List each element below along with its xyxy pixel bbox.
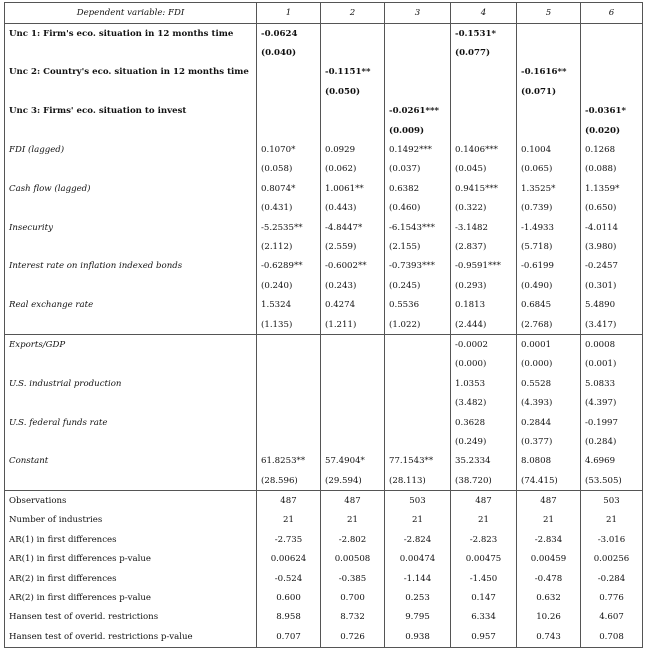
se-cell: (3.980) (581, 237, 643, 256)
coef-cell: 0.2844 (517, 413, 581, 432)
se-cell (321, 432, 385, 451)
coef-cell (517, 102, 581, 121)
coef-cell: 1.3525* (517, 179, 581, 198)
se-row (5, 471, 643, 491)
column-header-5: 5 (517, 3, 581, 24)
coef-cell (385, 24, 451, 44)
se-cell (257, 82, 321, 101)
coef-cell: 5.0833 (581, 374, 643, 393)
se-cell: (0.460) (385, 199, 451, 218)
stat-label: Hansen test of overid. restrictions p-value (5, 627, 257, 647)
se-cell: (29.594) (321, 471, 385, 491)
stat-cell: 0.00508 (321, 550, 385, 569)
coef-cell: -0.0261*** (385, 102, 451, 121)
coef-cell: -3.1482 (451, 218, 517, 237)
coef-cell: -0.0002 (451, 335, 517, 355)
coef-cell: -0.6002** (321, 257, 385, 276)
se-cell: (28.113) (385, 471, 451, 491)
variable-label-spacer (5, 315, 257, 335)
variable-label: Unc 1: Firm's eco. situation in 12 months time (5, 24, 257, 44)
coef-cell: 0.1813 (451, 295, 517, 314)
stat-cell: 8.732 (321, 608, 385, 627)
column-header-4: 4 (451, 3, 517, 24)
variable-label: Insecurity (5, 218, 257, 237)
coef-row (5, 218, 643, 237)
coef-row (5, 63, 643, 82)
variable-label-spacer (5, 276, 257, 295)
stat-cell: -3.016 (581, 530, 643, 549)
coef-cell (581, 24, 643, 44)
se-cell (517, 43, 581, 62)
coef-cell: 0.1004 (517, 140, 581, 159)
variable-label-spacer (5, 471, 257, 491)
se-cell: (0.000) (451, 355, 517, 374)
se-cell (385, 82, 451, 101)
coef-cell: -0.0361* (581, 102, 643, 121)
coef-cell: 0.5536 (385, 295, 451, 314)
stat-cell: 21 (385, 511, 451, 530)
coef-cell: 61.8253** (257, 452, 321, 471)
coef-cell (385, 413, 451, 432)
stat-row (5, 530, 643, 549)
coef-cell: 1.0353 (451, 374, 517, 393)
stat-cell: 487 (321, 491, 385, 511)
stat-cell: 21 (451, 511, 517, 530)
coef-cell: 0.4274 (321, 295, 385, 314)
coef-cell (321, 335, 385, 355)
se-cell: (0.050) (321, 82, 385, 101)
stat-cell: 0.00474 (385, 550, 451, 569)
stat-row (5, 550, 643, 569)
stat-cell: -2.802 (321, 530, 385, 549)
stat-row (5, 627, 643, 647)
se-cell: (3.482) (451, 393, 517, 412)
coef-row (5, 179, 643, 198)
coef-cell: 35.2334 (451, 452, 517, 471)
se-cell: (0.245) (385, 276, 451, 295)
coef-row (5, 24, 643, 44)
se-cell: (0.009) (385, 121, 451, 140)
stat-cell: 9.795 (385, 608, 451, 627)
coef-row (5, 102, 643, 121)
stat-cell: 0.776 (581, 588, 643, 607)
stat-label: Number of industries (5, 511, 257, 530)
stat-row (5, 511, 643, 530)
stat-label: Observations (5, 491, 257, 511)
variable-label-spacer (5, 237, 257, 256)
se-cell (257, 432, 321, 451)
column-header-2: 2 (321, 3, 385, 24)
stat-cell: -0.478 (517, 569, 581, 588)
coef-cell (257, 63, 321, 82)
variable-label: Exports/GDP (5, 335, 257, 355)
stat-cell: -2.824 (385, 530, 451, 549)
coef-cell: 4.6969 (581, 452, 643, 471)
se-cell (385, 43, 451, 62)
se-cell (385, 355, 451, 374)
column-header-6: 6 (581, 3, 643, 24)
stat-cell: 0.938 (385, 627, 451, 647)
se-cell: (4.393) (517, 393, 581, 412)
stat-cell: -0.385 (321, 569, 385, 588)
se-cell: (0.243) (321, 276, 385, 295)
stat-label: AR(1) in first differences p-value (5, 550, 257, 569)
se-cell: (0.443) (321, 199, 385, 218)
se-row (5, 276, 643, 295)
stat-cell: 8.958 (257, 608, 321, 627)
coef-cell: -0.6289** (257, 257, 321, 276)
stat-cell: 487 (257, 491, 321, 511)
column-header-3: 3 (385, 3, 451, 24)
coef-cell (321, 102, 385, 121)
stat-cell: 21 (517, 511, 581, 530)
se-cell (385, 432, 451, 451)
coef-cell (257, 413, 321, 432)
se-row (5, 315, 643, 335)
se-cell (257, 355, 321, 374)
coef-row (5, 374, 643, 393)
variable-label: Real exchange rate (5, 295, 257, 314)
coef-cell: 0.0929 (321, 140, 385, 159)
coef-cell: -0.2457 (581, 257, 643, 276)
coef-cell (257, 374, 321, 393)
se-row (5, 432, 643, 451)
header-row (5, 3, 643, 24)
se-cell: (53.505) (581, 471, 643, 491)
stat-label: AR(2) in first differences (5, 569, 257, 588)
coef-cell: 8.0808 (517, 452, 581, 471)
variable-label: Unc 2: Country's eco. situation in 12 months time (5, 63, 257, 82)
coef-cell: 0.0008 (581, 335, 643, 355)
column-header-1: 1 (257, 3, 321, 24)
variable-label: Interest rate on inflation indexed bonds (5, 257, 257, 276)
se-cell: (5.718) (517, 237, 581, 256)
coef-cell: -0.1616** (517, 63, 581, 82)
stat-cell: 503 (581, 491, 643, 511)
variable-label-spacer (5, 432, 257, 451)
stat-cell: 0.743 (517, 627, 581, 647)
stat-cell: 0.726 (321, 627, 385, 647)
stat-cell: -2.834 (517, 530, 581, 549)
se-cell (321, 355, 385, 374)
coef-cell: 77.1543** (385, 452, 451, 471)
se-cell: (2.155) (385, 237, 451, 256)
coef-cell: -0.1151** (321, 63, 385, 82)
coef-row (5, 335, 643, 355)
coef-cell: -4.8447* (321, 218, 385, 237)
variable-label-spacer (5, 355, 257, 374)
stat-row (5, 608, 643, 627)
se-cell: (0.249) (451, 432, 517, 451)
coef-cell: 0.1406*** (451, 140, 517, 159)
stat-cell: 0.957 (451, 627, 517, 647)
variable-label: U.S. industrial production (5, 374, 257, 393)
stat-label: AR(1) in first differences (5, 530, 257, 549)
stat-cell: 487 (517, 491, 581, 511)
se-cell: (0.301) (581, 276, 643, 295)
coef-cell: 0.5528 (517, 374, 581, 393)
se-cell: (0.088) (581, 160, 643, 179)
se-cell: (1.211) (321, 315, 385, 335)
se-cell (581, 43, 643, 62)
coef-cell (385, 374, 451, 393)
stat-cell: 21 (257, 511, 321, 530)
se-cell: (2.559) (321, 237, 385, 256)
variable-label: Cash flow (lagged) (5, 179, 257, 198)
variable-label-spacer (5, 121, 257, 140)
stat-cell: 0.00459 (517, 550, 581, 569)
coef-cell: -0.7393*** (385, 257, 451, 276)
coef-cell (385, 63, 451, 82)
coef-cell (451, 102, 517, 121)
variable-label-spacer (5, 82, 257, 101)
se-cell: (1.135) (257, 315, 321, 335)
stat-cell: 0.00624 (257, 550, 321, 569)
stat-cell: -2.823 (451, 530, 517, 549)
coef-cell (385, 335, 451, 355)
table-body (5, 3, 643, 648)
stat-cell: 0.147 (451, 588, 517, 607)
coef-cell: 1.1359* (581, 179, 643, 198)
se-cell: (0.062) (321, 160, 385, 179)
se-cell: (0.037) (385, 160, 451, 179)
se-cell (385, 393, 451, 412)
coef-cell: 0.1070* (257, 140, 321, 159)
coef-cell (517, 24, 581, 44)
se-cell: (0.045) (451, 160, 517, 179)
dependent-variable-label: Dependent variable: FDI (5, 3, 257, 24)
coef-cell: 0.6845 (517, 295, 581, 314)
se-cell: (2.112) (257, 237, 321, 256)
coef-cell: 0.8074* (257, 179, 321, 198)
se-cell: (0.000) (517, 355, 581, 374)
coef-cell (321, 24, 385, 44)
se-cell: (0.284) (581, 432, 643, 451)
se-cell (451, 82, 517, 101)
variable-label: FDI (lagged) (5, 140, 257, 159)
coef-cell (321, 413, 385, 432)
se-cell: (0.739) (517, 199, 581, 218)
stat-label: AR(2) in first differences p-value (5, 588, 257, 607)
coef-cell (257, 102, 321, 121)
coef-row (5, 140, 643, 159)
stat-cell: 0.708 (581, 627, 643, 647)
se-cell: (0.322) (451, 199, 517, 218)
coef-row (5, 295, 643, 314)
coef-cell: 0.3628 (451, 413, 517, 432)
stat-row (5, 588, 643, 607)
coef-cell (581, 63, 643, 82)
coef-cell: 0.1492*** (385, 140, 451, 159)
se-cell: (0.077) (451, 43, 517, 62)
se-cell (321, 121, 385, 140)
se-cell (451, 121, 517, 140)
se-cell (257, 393, 321, 412)
se-row (5, 199, 643, 218)
se-cell: (74.415) (517, 471, 581, 491)
se-cell: (0.240) (257, 276, 321, 295)
regression-table (4, 2, 643, 648)
se-row (5, 82, 643, 101)
se-cell: (0.293) (451, 276, 517, 295)
variable-label-spacer (5, 199, 257, 218)
se-cell: (2.837) (451, 237, 517, 256)
se-row (5, 237, 643, 256)
se-cell: (0.020) (581, 121, 643, 140)
se-row (5, 43, 643, 62)
se-cell: (0.065) (517, 160, 581, 179)
stat-cell: 0.253 (385, 588, 451, 607)
se-cell: (0.490) (517, 276, 581, 295)
stat-cell: -2.735 (257, 530, 321, 549)
coef-row (5, 257, 643, 276)
coef-cell (257, 335, 321, 355)
coef-cell: 5.4890 (581, 295, 643, 314)
se-cell: (1.022) (385, 315, 451, 335)
coef-cell: 0.1268 (581, 140, 643, 159)
se-cell (257, 121, 321, 140)
coef-cell: 57.4904* (321, 452, 385, 471)
variable-label: Constant (5, 452, 257, 471)
se-row (5, 355, 643, 374)
se-row (5, 393, 643, 412)
se-cell: (0.650) (581, 199, 643, 218)
coef-cell: 1.5324 (257, 295, 321, 314)
coef-row (5, 413, 643, 432)
stat-cell: 21 (581, 511, 643, 530)
stat-cell: 487 (451, 491, 517, 511)
se-cell: (0.377) (517, 432, 581, 451)
coef-cell: -1.4933 (517, 218, 581, 237)
stat-cell: 503 (385, 491, 451, 511)
stat-cell: 0.707 (257, 627, 321, 647)
stat-cell: -0.524 (257, 569, 321, 588)
coef-cell: -0.9591*** (451, 257, 517, 276)
stat-cell: 0.632 (517, 588, 581, 607)
variable-label-spacer (5, 393, 257, 412)
stat-cell: 21 (321, 511, 385, 530)
se-cell: (0.001) (581, 355, 643, 374)
stat-cell: 0.600 (257, 588, 321, 607)
coef-cell (451, 63, 517, 82)
se-row (5, 121, 643, 140)
se-cell: (0.071) (517, 82, 581, 101)
variable-label: Unc 3: Firms' eco. situation to invest (5, 102, 257, 121)
se-cell: (0.431) (257, 199, 321, 218)
variable-label-spacer (5, 43, 257, 62)
stat-cell: 0.00475 (451, 550, 517, 569)
coef-row (5, 452, 643, 471)
coef-cell: -5.2535** (257, 218, 321, 237)
stat-cell: -0.284 (581, 569, 643, 588)
se-row (5, 160, 643, 179)
coef-cell: -0.1531* (451, 24, 517, 44)
coef-cell: -6.1543*** (385, 218, 451, 237)
se-cell (517, 121, 581, 140)
stat-cell: -1.144 (385, 569, 451, 588)
variable-label: U.S. federal funds rate (5, 413, 257, 432)
coef-cell: 0.6382 (385, 179, 451, 198)
se-cell (321, 393, 385, 412)
se-cell (581, 82, 643, 101)
se-cell: (0.040) (257, 43, 321, 62)
se-cell: (2.768) (517, 315, 581, 335)
se-cell: (2.444) (451, 315, 517, 335)
coef-cell: 0.9415*** (451, 179, 517, 198)
regression-table-container (4, 2, 642, 648)
stat-cell: 0.700 (321, 588, 385, 607)
stat-cell: -1.450 (451, 569, 517, 588)
coef-cell: -4.0114 (581, 218, 643, 237)
coef-cell: 1.0061** (321, 179, 385, 198)
stat-cell: 6.334 (451, 608, 517, 627)
stat-row (5, 491, 643, 511)
stat-row (5, 569, 643, 588)
se-cell: (0.058) (257, 160, 321, 179)
coef-cell: -0.6199 (517, 257, 581, 276)
se-cell: (38.720) (451, 471, 517, 491)
stat-cell: 0.00256 (581, 550, 643, 569)
stat-cell: 10.26 (517, 608, 581, 627)
se-cell: (28.596) (257, 471, 321, 491)
variable-label-spacer (5, 160, 257, 179)
coef-cell (321, 374, 385, 393)
coef-cell: -0.0624 (257, 24, 321, 44)
se-cell: (3.417) (581, 315, 643, 335)
stat-cell: 4.607 (581, 608, 643, 627)
se-cell: (4.397) (581, 393, 643, 412)
coef-cell: 0.0001 (517, 335, 581, 355)
coef-cell: -0.1997 (581, 413, 643, 432)
se-cell (321, 43, 385, 62)
stat-label: Hansen test of overid. restrictions (5, 608, 257, 627)
